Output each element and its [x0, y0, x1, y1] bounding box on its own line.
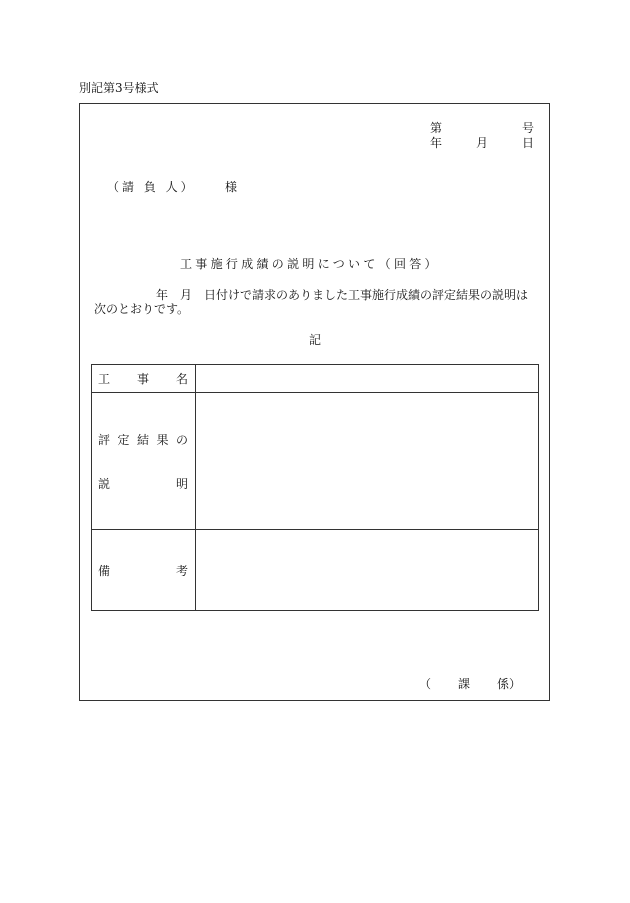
- evaluation-explanation-field[interactable]: [196, 393, 539, 530]
- row-project-name: [92, 365, 539, 393]
- recipient-label: （請 負 人）: [107, 180, 196, 194]
- details-table: [91, 364, 539, 611]
- contact-line: [419, 678, 521, 690]
- ki-label: 記: [309, 333, 322, 347]
- number-prefix: 第: [430, 121, 443, 135]
- contact-open-paren: （: [419, 677, 432, 691]
- document-number-line: [430, 122, 534, 134]
- number-suffix: 号: [521, 121, 534, 135]
- document-title: 工事施行成績の説明について（回答）: [180, 257, 440, 271]
- date-month: 月: [475, 136, 488, 150]
- project-name-label: 工 事 名: [92, 365, 196, 393]
- contact-staff: 係）: [496, 677, 521, 691]
- date-day: 日: [521, 136, 534, 150]
- evaluation-explanation-label: 評 定 結 果 の 説 明: [92, 393, 196, 530]
- project-name-field[interactable]: [196, 365, 539, 393]
- remarks-label: 備 考: [92, 530, 196, 611]
- contact-section: 課: [457, 677, 470, 691]
- body-text-line-2: 次のとおりです。: [94, 302, 190, 316]
- date-year: 年: [430, 136, 443, 150]
- row-remarks: [92, 530, 539, 611]
- row-evaluation-explanation: [92, 393, 539, 530]
- document-date-line: [430, 137, 534, 149]
- body-text-line-1: 年 月 日付けで請求のありました工事施行成績の評定結果の説明は: [156, 288, 529, 302]
- form-number-label: 別記第3号様式: [79, 81, 159, 95]
- recipient-honorific: 様: [225, 180, 238, 194]
- remarks-field[interactable]: [196, 530, 539, 611]
